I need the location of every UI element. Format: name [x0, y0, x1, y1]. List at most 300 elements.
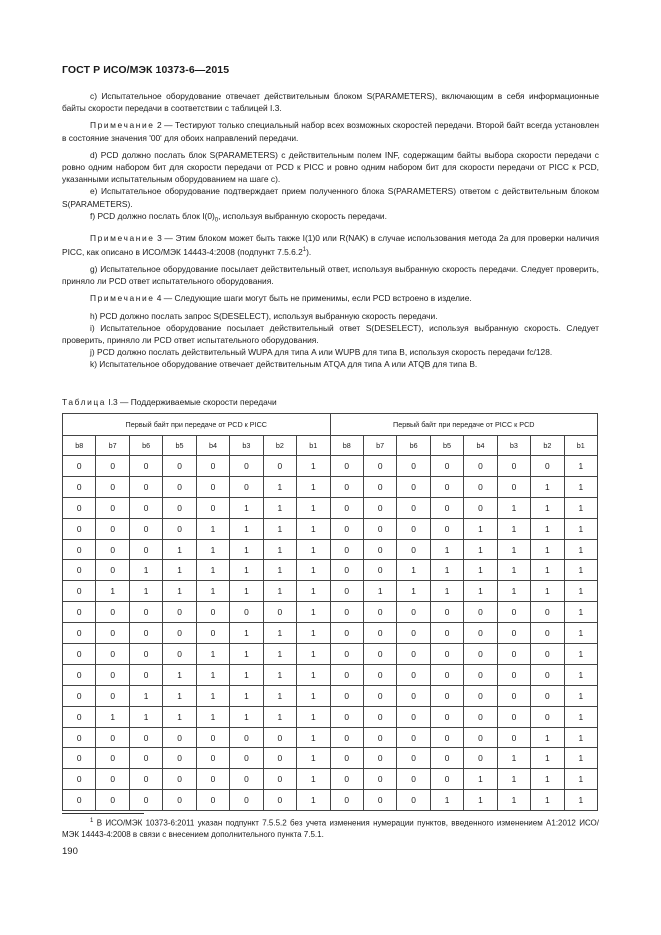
- table-cell: 1: [531, 560, 564, 581]
- table-cell: 1: [564, 518, 597, 539]
- bit-header: b1: [564, 436, 597, 456]
- table-cell: 0: [497, 623, 530, 644]
- table-cell: 0: [163, 644, 196, 665]
- table-cell: 0: [63, 769, 96, 790]
- bit-table-body: [63, 456, 598, 811]
- table-cell: 0: [330, 790, 363, 811]
- table-cell: 0: [163, 518, 196, 539]
- table-cell: 0: [430, 769, 463, 790]
- footnote-rule: [62, 813, 144, 814]
- table-cell: 0: [230, 602, 263, 623]
- note-2-label: Примечание: [90, 120, 155, 131]
- table-cell: 0: [263, 602, 296, 623]
- table-cell: 1: [430, 790, 463, 811]
- table-cell: 1: [564, 623, 597, 644]
- table-cell: 1: [564, 727, 597, 748]
- step-d: d) PCD должно послать блок S(PARAMETERS) с действительным полем INF, содержащим байты выбора скорости передачи с ровно одним набором бит для скорости передачи от PCD к PICC и ровно одним набором бит для скорости передачи от PICC к PCD, указанными испытательным оборудованием на шаге c).: [62, 149, 599, 185]
- table-cell: 0: [129, 623, 162, 644]
- table-cell: 0: [263, 769, 296, 790]
- table-cell: 0: [397, 769, 430, 790]
- table-cell: 1: [497, 560, 530, 581]
- table-row: [63, 748, 598, 769]
- table-cell: 0: [129, 539, 162, 560]
- table-cell: 0: [330, 664, 363, 685]
- table-cell: 1: [564, 685, 597, 706]
- table-row: [63, 497, 598, 518]
- table-cell: 0: [397, 539, 430, 560]
- note-2-text: 2 — Тестируют только специальный набор всех возможных скоростей передачи. Второй байт всегда установлен в состояние значения '00' для обоих направлений передачи.: [62, 120, 599, 143]
- table-cell: 1: [230, 623, 263, 644]
- page-number: 190: [62, 846, 78, 857]
- table-cell: 1: [430, 581, 463, 602]
- table-cell: 0: [363, 790, 396, 811]
- note-3-sup: 1: [302, 246, 307, 253]
- table-cell: 0: [63, 497, 96, 518]
- table-cell: 1: [263, 518, 296, 539]
- table-cell: 0: [464, 623, 497, 644]
- table-cell: 1: [297, 602, 330, 623]
- table-cell: 0: [363, 769, 396, 790]
- table-cell: 0: [63, 727, 96, 748]
- table-cell: 1: [196, 644, 229, 665]
- table-cell: 1: [163, 560, 196, 581]
- table-cell: 1: [497, 769, 530, 790]
- table-cell: 1: [564, 581, 597, 602]
- table-cell: 0: [531, 456, 564, 477]
- table-cell: 1: [230, 518, 263, 539]
- bit-header: b8: [63, 436, 96, 456]
- step-c: c) Испытательное оборудование отвечает действительным блоком S(PARAMETERS), включающим в себя информационные байты скорости передачи в соответствии с таблицей I.3.: [62, 91, 599, 114]
- table-cell: 1: [531, 497, 564, 518]
- table-cell: 0: [96, 539, 129, 560]
- table-cell: 0: [430, 518, 463, 539]
- table-cell: 1: [163, 581, 196, 602]
- table-cell: 1: [497, 581, 530, 602]
- table-cell: 0: [497, 727, 530, 748]
- table-cell: 0: [230, 769, 263, 790]
- table-cell: 0: [430, 706, 463, 727]
- table-cell: 0: [63, 518, 96, 539]
- table-cell: 0: [430, 748, 463, 769]
- table-cell: 0: [163, 623, 196, 644]
- table-cell: 0: [129, 769, 162, 790]
- table-cell: 1: [129, 581, 162, 602]
- table-cell: 0: [363, 518, 396, 539]
- table-row: [63, 539, 598, 560]
- bit-header-row: [63, 436, 598, 456]
- table-cell: 0: [464, 706, 497, 727]
- group-header-pcd-to-picc: Первый байт при передаче от PCD к PICC: [63, 414, 331, 436]
- table-cell: 0: [430, 685, 463, 706]
- table-row: [63, 644, 598, 665]
- table-cell: 1: [464, 518, 497, 539]
- table-cell: 0: [330, 539, 363, 560]
- table-cell: 1: [564, 706, 597, 727]
- table-cell: 1: [564, 790, 597, 811]
- table-cell: 1: [196, 539, 229, 560]
- table-cell: 0: [263, 748, 296, 769]
- table-cell: 1: [196, 518, 229, 539]
- table-cell: 0: [96, 518, 129, 539]
- bit-header: b6: [397, 436, 430, 456]
- table-cell: 0: [96, 664, 129, 685]
- table-cell: 0: [63, 790, 96, 811]
- table-cell: 0: [196, 727, 229, 748]
- table-caption-text: I.3 — Поддерживаемые скорости передачи: [106, 397, 277, 407]
- table-cell: 1: [564, 456, 597, 477]
- table-cell: 0: [330, 769, 363, 790]
- table-cell: 0: [129, 456, 162, 477]
- table-cell: 0: [96, 602, 129, 623]
- table-row: [63, 456, 598, 477]
- table-cell: 0: [430, 644, 463, 665]
- table-cell: 1: [564, 476, 597, 497]
- table-cell: 1: [464, 539, 497, 560]
- table-cell: 0: [63, 748, 96, 769]
- table-cell: 0: [397, 748, 430, 769]
- table-cell: 1: [531, 518, 564, 539]
- note-4-label: Примечание: [90, 293, 155, 304]
- table-cell: 1: [230, 581, 263, 602]
- bit-header: b7: [363, 436, 396, 456]
- table-cell: 1: [297, 685, 330, 706]
- table-cell: 1: [297, 748, 330, 769]
- table-cell: 0: [63, 706, 96, 727]
- table-cell: 0: [129, 602, 162, 623]
- table-cell: 0: [531, 644, 564, 665]
- table-cell: 0: [397, 727, 430, 748]
- table-cell: 0: [129, 664, 162, 685]
- document-header: ГОСТ Р ИСО/МЭК 10373-6—2015: [62, 64, 230, 76]
- table-caption-label: Таблица: [62, 397, 107, 407]
- group-header-picc-to-pcd: Первый байт при передаче от PICC к PCD: [330, 414, 598, 436]
- table-cell: 0: [330, 456, 363, 477]
- table-cell: 0: [363, 685, 396, 706]
- table-cell: 1: [531, 769, 564, 790]
- table-cell: 0: [330, 581, 363, 602]
- table-cell: 0: [330, 644, 363, 665]
- table-cell: 0: [397, 476, 430, 497]
- table-cell: 0: [363, 602, 396, 623]
- table-cell: 0: [230, 456, 263, 477]
- table-cell: 1: [263, 539, 296, 560]
- bit-header: b5: [430, 436, 463, 456]
- table-cell: 0: [464, 476, 497, 497]
- table-cell: 0: [430, 664, 463, 685]
- step-f-pre: f) PCD должно послать блок I(0): [90, 210, 215, 221]
- table-cell: 0: [330, 560, 363, 581]
- footnote-mark: 1: [90, 818, 94, 824]
- table-cell: 0: [464, 727, 497, 748]
- table-cell: 0: [531, 685, 564, 706]
- table-cell: 0: [430, 623, 463, 644]
- table-cell: 0: [330, 476, 363, 497]
- bit-header: b1: [297, 436, 330, 456]
- table-cell: 0: [230, 748, 263, 769]
- table-cell: 1: [129, 706, 162, 727]
- table-cell: 1: [363, 581, 396, 602]
- table-cell: 0: [163, 497, 196, 518]
- table-cell: 1: [564, 664, 597, 685]
- table-cell: 1: [196, 685, 229, 706]
- table-cell: 0: [63, 581, 96, 602]
- table-cell: 0: [397, 685, 430, 706]
- table-cell: 0: [397, 790, 430, 811]
- table-cell: 1: [263, 644, 296, 665]
- table-cell: 1: [531, 748, 564, 769]
- table-cell: 0: [96, 644, 129, 665]
- table-cell: 0: [63, 476, 96, 497]
- table-cell: 1: [230, 560, 263, 581]
- step-g: g) Испытательное оборудование посылает действительный ответ, используя выбранную скорость передачи. Следует проверить, приняло ли PCD ответ испытательного оборудования.: [62, 263, 599, 287]
- table-cell: 0: [163, 769, 196, 790]
- table-cell: 0: [96, 497, 129, 518]
- table-cell: 0: [96, 685, 129, 706]
- table-row: [63, 602, 598, 623]
- step-h: h) PCD должно послать запрос S(DESELECT), используя выбранную скорость передачи.: [90, 310, 438, 321]
- table-cell: 1: [96, 706, 129, 727]
- table-cell: 1: [263, 706, 296, 727]
- table-cell: 1: [297, 581, 330, 602]
- table-row: [63, 623, 598, 644]
- table-cell: 0: [96, 476, 129, 497]
- table-cell: 0: [531, 664, 564, 685]
- table-cell: 0: [196, 497, 229, 518]
- table-cell: 0: [464, 748, 497, 769]
- table-cell: 0: [397, 706, 430, 727]
- table-cell: 0: [363, 623, 396, 644]
- table-cell: 1: [531, 790, 564, 811]
- table-cell: 0: [363, 706, 396, 727]
- table-cell: 0: [263, 727, 296, 748]
- table-row: [63, 769, 598, 790]
- table-cell: 0: [430, 476, 463, 497]
- step-k: k) Испытательное оборудование отвечает действительным ATQA для типа A или ATQB для типа B.: [90, 359, 478, 370]
- table-cell: 0: [397, 623, 430, 644]
- table-cell: 1: [297, 769, 330, 790]
- table-cell: 1: [564, 748, 597, 769]
- table-cell: 0: [363, 748, 396, 769]
- footnote: [62, 816, 599, 841]
- table-cell: 0: [363, 644, 396, 665]
- table-cell: 1: [263, 623, 296, 644]
- table-cell: 1: [564, 539, 597, 560]
- table-cell: 0: [330, 497, 363, 518]
- table-cell: 0: [397, 664, 430, 685]
- note-2: [62, 119, 599, 143]
- table-cell: 0: [497, 664, 530, 685]
- bit-header: b2: [531, 436, 564, 456]
- table-cell: 0: [363, 664, 396, 685]
- table-cell: 1: [129, 685, 162, 706]
- table-cell: 1: [464, 581, 497, 602]
- table-cell: 0: [129, 476, 162, 497]
- note-4-text: 4 — Следующие шаги могут быть не применимы, если PCD встроено в изделие.: [154, 293, 472, 304]
- table-cell: 0: [363, 727, 396, 748]
- table-cell: 1: [297, 727, 330, 748]
- table-cell: 1: [230, 706, 263, 727]
- step-f-sub: 0: [214, 217, 219, 224]
- table-cell: 1: [297, 664, 330, 685]
- step-f: [62, 210, 599, 227]
- table-cell: 1: [263, 664, 296, 685]
- table-cell: 0: [397, 602, 430, 623]
- table-cell: 0: [230, 727, 263, 748]
- table-cell: 1: [497, 539, 530, 560]
- table-cell: 0: [363, 476, 396, 497]
- table-cell: 1: [263, 685, 296, 706]
- table-cell: 0: [129, 497, 162, 518]
- table-cell: 0: [363, 497, 396, 518]
- table-cell: 0: [497, 706, 530, 727]
- step-e: e) Испытательное оборудование подтверждает прием полученного блока S(PARAMETERS) ответом с действительным блоком S(PARAMETERS).: [62, 186, 599, 209]
- table-cell: 1: [497, 790, 530, 811]
- table-cell: 0: [397, 644, 430, 665]
- table-cell: 0: [63, 456, 96, 477]
- table-cell: 0: [96, 748, 129, 769]
- table-cell: 0: [497, 456, 530, 477]
- table-cell: 1: [497, 748, 530, 769]
- table-cell: 0: [330, 685, 363, 706]
- bit-header: b3: [497, 436, 530, 456]
- table-cell: 1: [230, 685, 263, 706]
- table-cell: 0: [330, 518, 363, 539]
- table-cell: 1: [564, 644, 597, 665]
- table-cell: 0: [96, 456, 129, 477]
- table-cell: 0: [430, 497, 463, 518]
- table-row: [63, 476, 598, 497]
- table-cell: 0: [163, 748, 196, 769]
- bit-header: b2: [263, 436, 296, 456]
- table-cell: 1: [263, 560, 296, 581]
- table-cell: 0: [196, 790, 229, 811]
- table-cell: 0: [531, 602, 564, 623]
- table-cell: 0: [464, 456, 497, 477]
- table-cell: 1: [230, 644, 263, 665]
- table-cell: 0: [263, 456, 296, 477]
- table-cell: 1: [464, 769, 497, 790]
- bit-header: b7: [96, 436, 129, 456]
- table-row: [63, 727, 598, 748]
- table-cell: 1: [263, 476, 296, 497]
- table-cell: 0: [531, 706, 564, 727]
- table-cell: 0: [96, 790, 129, 811]
- table-cell: 0: [196, 456, 229, 477]
- table-cell: 1: [163, 706, 196, 727]
- table-cell: 1: [129, 560, 162, 581]
- table-cell: 1: [96, 581, 129, 602]
- table-cell: 1: [163, 539, 196, 560]
- table-cell: 0: [464, 497, 497, 518]
- table-cell: 0: [63, 685, 96, 706]
- table-cell: 0: [497, 685, 530, 706]
- bit-header: b4: [196, 436, 229, 456]
- table-cell: 1: [163, 664, 196, 685]
- table-cell: 1: [196, 706, 229, 727]
- table-cell: 0: [196, 769, 229, 790]
- table-cell: 1: [297, 539, 330, 560]
- table-cell: 1: [564, 560, 597, 581]
- table-cell: 0: [63, 623, 96, 644]
- table-row: [63, 706, 598, 727]
- table-cell: 1: [497, 497, 530, 518]
- table-cell: 0: [464, 602, 497, 623]
- table-cell: 0: [263, 790, 296, 811]
- bit-rate-table: [62, 413, 598, 811]
- table-cell: 1: [564, 602, 597, 623]
- table-cell: 1: [564, 769, 597, 790]
- table-cell: 0: [464, 685, 497, 706]
- table-cell: 0: [464, 644, 497, 665]
- table-cell: 0: [497, 476, 530, 497]
- table-cell: 1: [531, 727, 564, 748]
- table-cell: 1: [297, 497, 330, 518]
- table-cell: 0: [129, 518, 162, 539]
- table-cell: 0: [330, 623, 363, 644]
- table-cell: 0: [230, 790, 263, 811]
- table-cell: 1: [230, 497, 263, 518]
- table-row: [63, 790, 598, 811]
- table-row: [63, 685, 598, 706]
- table-cell: 0: [129, 727, 162, 748]
- table-cell: 0: [363, 456, 396, 477]
- table-cell: 0: [63, 664, 96, 685]
- table-cell: 0: [63, 602, 96, 623]
- table-cell: 1: [163, 685, 196, 706]
- table-cell: 0: [163, 602, 196, 623]
- table-cell: 0: [397, 518, 430, 539]
- table-cell: 1: [297, 560, 330, 581]
- table-cell: 0: [330, 602, 363, 623]
- note-4: [62, 292, 599, 304]
- table-cell: 1: [297, 644, 330, 665]
- table-row: [63, 581, 598, 602]
- table-cell: 0: [430, 727, 463, 748]
- table-cell: 1: [297, 456, 330, 477]
- table-cell: 0: [230, 476, 263, 497]
- table-cell: 1: [297, 790, 330, 811]
- table-cell: 0: [129, 644, 162, 665]
- table-cell: 1: [497, 518, 530, 539]
- table-row: [63, 518, 598, 539]
- table-cell: 0: [163, 727, 196, 748]
- table-cell: 0: [397, 497, 430, 518]
- table-cell: 0: [129, 748, 162, 769]
- body-text: [62, 90, 599, 371]
- table-cell: 0: [63, 560, 96, 581]
- table-cell: 1: [230, 539, 263, 560]
- table-cell: 1: [263, 581, 296, 602]
- table-cell: 0: [497, 644, 530, 665]
- table-cell: 0: [96, 623, 129, 644]
- table-caption: [62, 397, 277, 407]
- table-cell: 1: [430, 539, 463, 560]
- table-cell: 0: [163, 456, 196, 477]
- table-cell: 1: [397, 581, 430, 602]
- table-cell: 1: [397, 560, 430, 581]
- table-cell: 0: [531, 623, 564, 644]
- note-3-text: 3 — Этим блоком может быть также I(1)0 или R(NAK) в случае использования метода 2а для проверки наличия PICC, как описано в ИСО/МЭК 14443-4:2008 (подпункт 7.5.6.2: [62, 232, 599, 257]
- table-cell: 1: [564, 497, 597, 518]
- table-cell: 1: [196, 664, 229, 685]
- table-cell: 0: [330, 748, 363, 769]
- table-cell: 0: [430, 602, 463, 623]
- step-j: j) PCD должно послать действительный WUPA для типа A или WUPB для типа B, используя скорость передачи fc/128.: [90, 347, 553, 358]
- bit-header: b4: [464, 436, 497, 456]
- bit-header: b3: [230, 436, 263, 456]
- table-cell: 0: [129, 790, 162, 811]
- table-cell: 1: [297, 518, 330, 539]
